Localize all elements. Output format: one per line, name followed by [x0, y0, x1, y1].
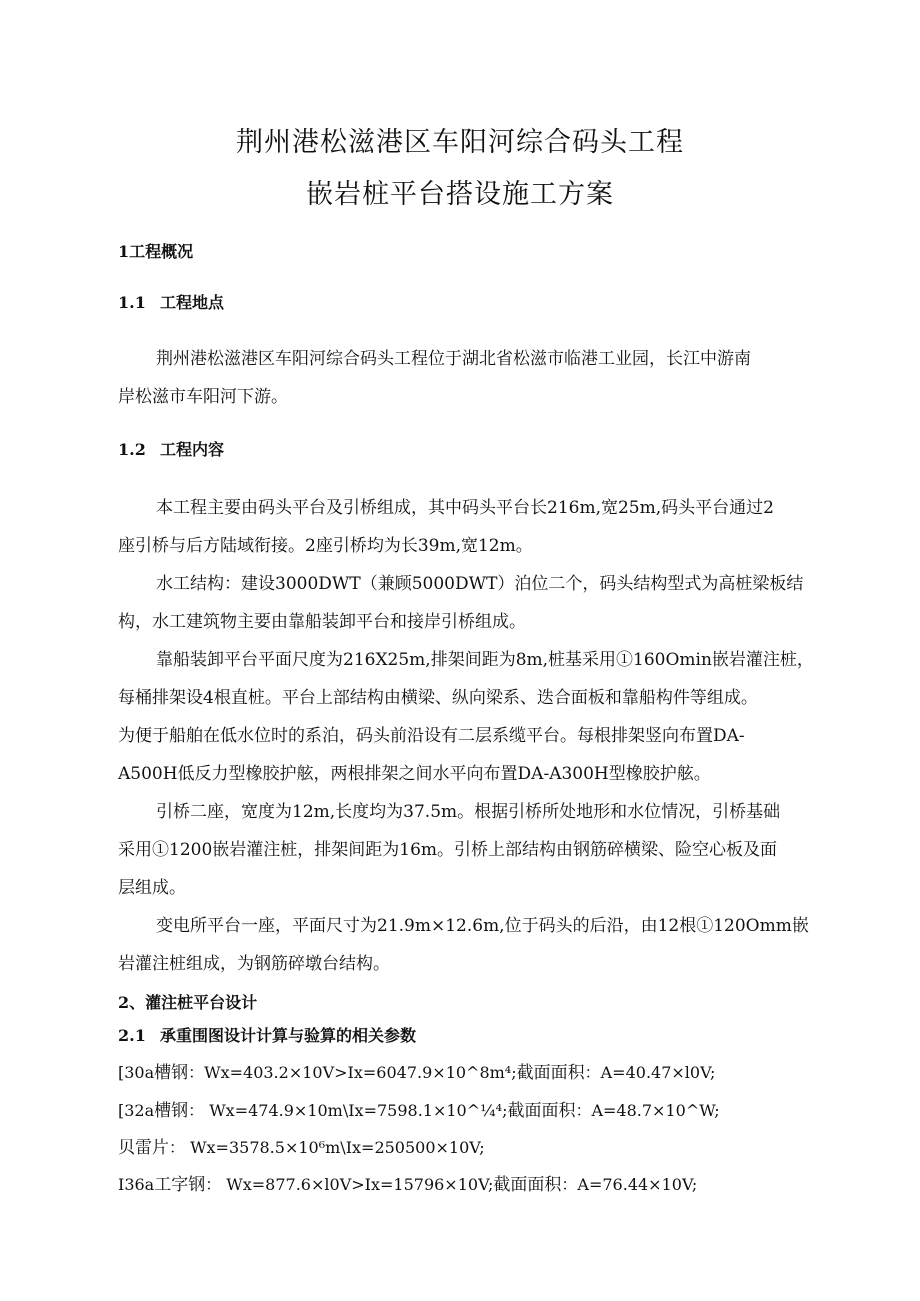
param-channel-32a-type: 槽钢	[154, 1101, 189, 1121]
param-i-beam-spec: I36a	[118, 1175, 155, 1194]
section-1-2-title: 工程内容	[160, 440, 225, 459]
paragraph-overview-line1: 本工程主要由码头平台及引桥组成，其中码头平台长216m,宽25m,码头平台通过2	[156, 498, 774, 518]
paragraph-berthing-line2: 每桶排架设4根直桩。平台上部结构由横梁、纵向梁系、迭合面板和靠船构件等组成。	[118, 688, 758, 708]
param-i-beam-area: ：A=76.44×10V;	[561, 1175, 698, 1194]
param-channel-32a	[118, 1096, 720, 1121]
section-2-1-title: 承重围图设计计算与验算的相关参数	[160, 1026, 417, 1045]
paragraph-overview-line2: 座引桥与后方陆域衔接。2座引桥均为长39m,宽12m。	[118, 536, 533, 556]
paragraph-hydraulic-structure	[118, 565, 810, 641]
param-i-beam-values: ： Wx=877.6×l0V>Ix=15796×10V;	[205, 1175, 494, 1194]
section-1-1-number: 1.1	[118, 293, 146, 312]
param-bailey-label: 贝雷片	[118, 1138, 169, 1158]
param-channel-30a	[118, 1058, 715, 1083]
param-channel-30a-area: ：A=40.47×l0V;	[584, 1063, 716, 1082]
document-title-line2: 嵌岩桩平台搭设施工方案	[306, 179, 614, 210]
paragraph-bridge-line1: 引桥二座，宽度为12m,长度均为37.5m。根据引桥所处地形和水位情况，引桥基础	[156, 802, 781, 822]
paragraph-hydraulic-line1: 水工结构：建设3000DWT（兼顾5000DWT）泊位二个，码头结构型式为高桩梁板结	[156, 574, 804, 594]
section-1-1-title: 工程地点	[160, 293, 225, 312]
section-2-1-heading	[118, 1023, 416, 1046]
section-1-heading: 1工程概况	[118, 242, 194, 261]
paragraph-bridge-line3: 层组成。	[118, 878, 186, 898]
param-channel-30a-area-label: 截面面积	[516, 1063, 585, 1083]
section-2-1-number: 2.1	[118, 1026, 146, 1045]
paragraph-bridge-line2: 采用①1200嵌岩灌注桩，排架间距为16m。引桥上部结构由钢筋碎横梁、险空心板及面	[118, 840, 778, 860]
document-title-line1: 荆州港松滋港区车阳河综合码头工程	[236, 127, 684, 158]
paragraph-approach-bridge	[118, 793, 810, 907]
paragraph-hydraulic-line2: 构，水工建筑物主要由靠船装卸平台和接岸引桥组成。	[118, 612, 526, 632]
param-channel-30a-type: 槽钢	[154, 1063, 189, 1083]
param-channel-32a-area: ：A=48.7×10^W;	[575, 1101, 720, 1120]
param-channel-32a-values: ： Wx=474.9×10m\Ix=7598.1×10^¼⁴;	[188, 1101, 508, 1120]
section-1-2-heading	[118, 437, 224, 460]
paragraph-substation-line1: 变电所平台一座，平面尺寸为21.9m×12.6m,位于码头的后沿，由12根①120Omm嵌	[156, 916, 809, 936]
paragraph-substation-line2: 岩灌注桩组成，为钢筋碎墩台结构。	[118, 954, 390, 974]
paragraph-berthing-platform	[118, 641, 814, 793]
param-i-beam-area-label: 截面面积	[493, 1175, 562, 1195]
paragraph-substation	[118, 907, 810, 983]
paragraph-berthing-line1: 靠船装卸平台平面尺度为216X25m,排架间距为8m,桩基采用①160Omin嵌岩灌注桩，	[156, 650, 814, 670]
section-1-2-number: 1.2	[118, 440, 146, 459]
paragraph-location	[118, 340, 810, 416]
paragraph-berthing-line4: A500H低反力型橡胶护舷，两根排架之间水平向布置DA-A300H型橡胶护舷。	[118, 764, 711, 784]
section-1-1-heading	[118, 290, 224, 313]
param-i-beam-36a	[118, 1170, 697, 1195]
param-channel-30a-values: ：Wx=403.2×10V>Ix=6047.9×10^8m⁴;	[188, 1063, 517, 1082]
param-bailey-panel	[118, 1133, 485, 1158]
paragraph-berthing-line3: 为便于船舶在低水位时的系泊，码头前沿设有二层系缆平台。每根排架竖向布置DA-	[118, 726, 745, 746]
param-bailey-values: ： Wx=3578.5×10⁶m\Ix=250500×10V;	[169, 1138, 485, 1157]
paragraph-location-line2: 岸松滋市车阳河下游。	[118, 387, 288, 407]
param-i-beam-type: 工字钢	[154, 1175, 206, 1195]
param-channel-32a-area-label: 截面面积	[507, 1101, 576, 1121]
paragraph-location-line1: 荆州港松滋港区车阳河综合码头工程位于湖北省松滋市临港工业园，长江中游南	[156, 349, 751, 369]
section-2-heading: 2、灌注桩平台设计	[118, 993, 258, 1012]
paragraph-content-overview	[118, 489, 810, 565]
param-channel-30a-spec: [30a	[118, 1063, 155, 1082]
param-channel-32a-spec: [32a	[118, 1101, 155, 1120]
